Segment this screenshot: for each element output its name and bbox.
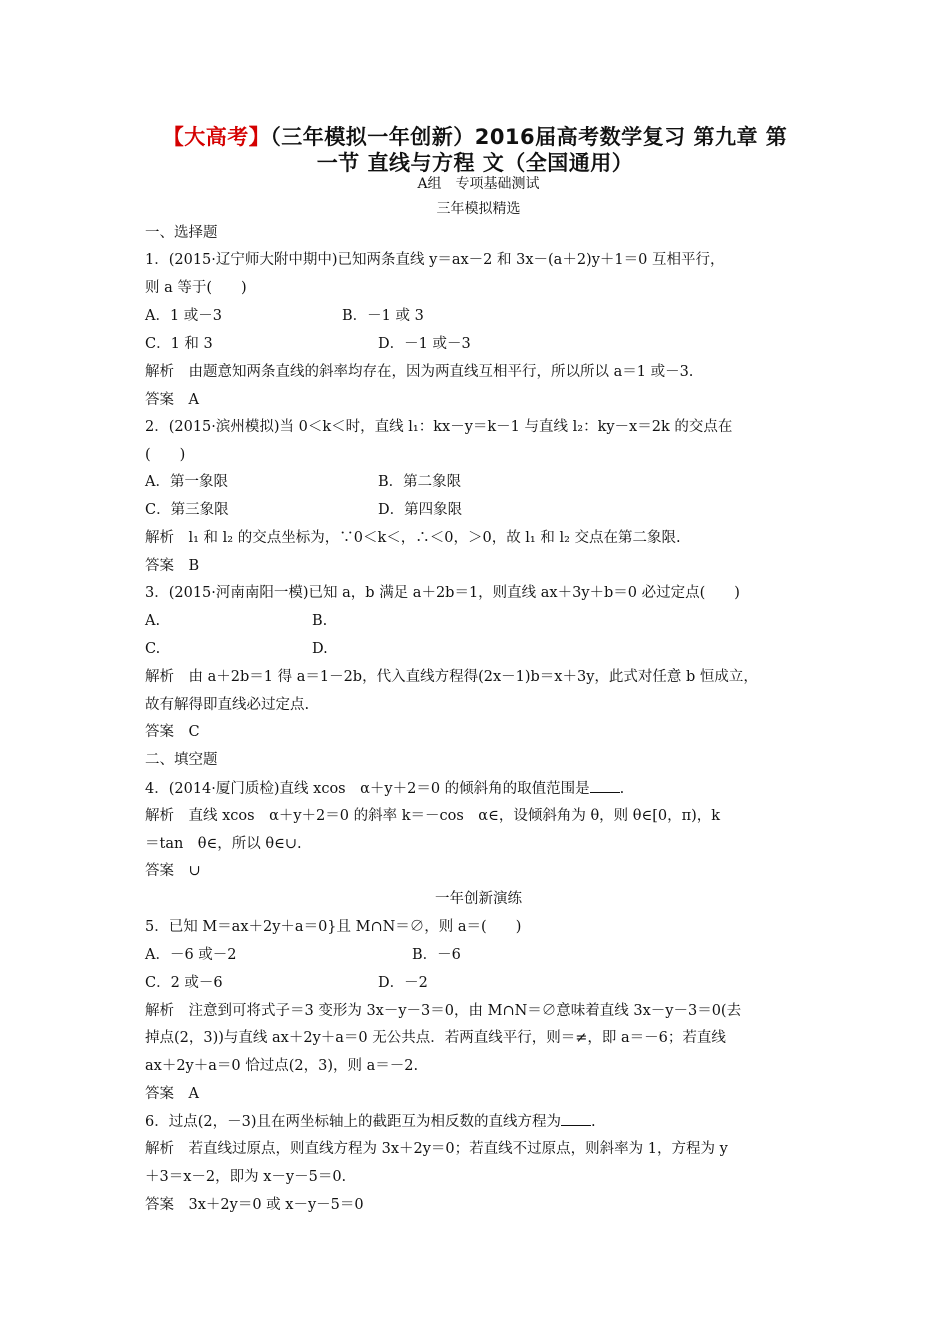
q2-option-c: C．第三象限	[145, 502, 229, 518]
section-heading-b: 一年创新演练	[435, 891, 522, 907]
q5-option-d: D．－2	[378, 975, 428, 991]
q2-answer: 答案 B	[145, 558, 200, 574]
q4-analysis-cont: ＝tan θ∈，所以 θ∈∪.	[145, 836, 302, 852]
q1-option-b: B．－1 或 3	[342, 308, 424, 324]
q2-option-a: A．第一象限	[145, 474, 228, 490]
q5-options-row-2	[145, 973, 812, 993]
question-6	[145, 1111, 812, 1132]
q4-text: 4．(2014·厦门质检)直线 xcos α＋y＋2＝0 的倾斜角的取值范围是	[145, 781, 590, 797]
part-heading-choice: 一、选择题	[145, 225, 218, 241]
q2-options-row-1	[145, 472, 812, 492]
q1-option-c: C．1 和 3	[145, 336, 213, 352]
q1-options-row-2	[145, 334, 812, 354]
q3-options-row-1	[145, 611, 812, 631]
q5-analysis-cont-2: ax＋2y＋a＝0 恰过点(2，3)，则 a＝－2.	[145, 1058, 419, 1074]
group-heading: A组 专项基础测试	[417, 176, 540, 192]
question-1: 1．(2015·辽宁师大附中期中)已知两条直线 y＝ax－2 和 3x－(a＋2)y＋1＝0 互相平行，	[145, 252, 725, 268]
q1-option-a: A．1 或－3	[145, 308, 223, 324]
question-2-cont: ( )	[145, 447, 186, 463]
section-heading-a: 三年模拟精选	[436, 201, 521, 217]
q6-analysis: 解析 若直线过原点，则直线方程为 3x＋2y＝0；若直线不过原点，则斜率为 1，方程为 y	[145, 1141, 728, 1157]
q2-option-d: D．第四象限	[378, 502, 463, 518]
q3-options-row-2	[145, 639, 812, 659]
q5-answer: 答案 A	[145, 1086, 199, 1102]
document-title-cont: 一节 直线与方程 文（全国通用）	[316, 151, 634, 175]
q2-analysis: 解析 l₁ 和 l₂ 的交点坐标为，∵0＜k＜，∴＜0，＞0，故 l₁ 和 l₂ 交点在第二象限.	[145, 530, 681, 546]
q3-option-c: C.	[145, 641, 161, 657]
q3-analysis-cont: 故有解得即直线必过定点.	[145, 697, 310, 713]
q2-option-b: B．第二象限	[378, 474, 462, 490]
question-3: 3．(2015·河南南阳一模)已知 a，b 满足 a＋2b＝1，则直线 ax＋3y＋b＝0 必过定点( )	[145, 585, 740, 601]
q1-analysis: 解析 由题意知两条直线的斜率均存在，因为两直线互相平行，所以所以 a＝1 或－3.	[145, 364, 694, 380]
q1-option-d: D．－1 或－3	[378, 336, 471, 352]
q5-analysis: 解析 注意到可将式子＝3 变形为 3x－y－3＝0，由 M∩N＝∅意味着直线 3x－y－3＝0(去	[145, 1003, 742, 1019]
q2-options-row-2	[145, 500, 812, 520]
q4-text-end: .	[619, 781, 625, 797]
q6-answer: 答案 3x＋2y＝0 或 x－y－5＝0	[145, 1197, 364, 1213]
q1-answer: 答案 A	[145, 392, 199, 408]
q5-analysis-cont-1: 掉点(2，3))与直线 ax＋2y＋a＝0 无公共点．若两直线平行，则＝≠，即 a＝－6；若直线	[145, 1030, 726, 1046]
question-1-cont: 则 a 等于( )	[145, 280, 247, 296]
q5-option-a: A．－6 或－2	[145, 947, 237, 963]
part-heading-fill: 二、填空题	[145, 752, 218, 768]
q4-answer-blank	[590, 778, 620, 793]
q4-answer: 答案 ∪	[145, 863, 201, 879]
q5-options-row-1	[145, 945, 812, 965]
q6-text: 6．过点(2，－3)且在两坐标轴上的截距互为相反数的直线方程为	[145, 1114, 561, 1130]
q6-text-end: .	[591, 1114, 596, 1130]
q3-option-d: D.	[312, 641, 328, 657]
q6-answer-blank	[561, 1111, 591, 1126]
q3-analysis: 解析 由 a＋2b＝1 得 a＝1－2b，代入直线方程得(2x－1)b＝x＋3y，此式对任意 b 恒成立，	[145, 669, 758, 685]
q3-answer: 答案 C	[145, 724, 200, 740]
q5-option-b: B．－6	[412, 947, 461, 963]
document-title	[140, 124, 810, 150]
q4-analysis: 解析 直线 xcos α＋y＋2＝0 的斜率 k＝－cos α∈，设倾斜角为 θ，则 θ∈[0，π)，k	[145, 808, 721, 824]
title-tag: 【大高考】	[162, 125, 271, 149]
title-line-1: （三年模拟一年创新）2016届高考数学复习 第九章 第	[270, 125, 788, 149]
q6-analysis-cont: ＋3＝x－2，即为 x－y－5＝0.	[145, 1169, 347, 1185]
question-5: 5．已知 M＝ax＋2y＋a＝0}且 M∩N＝∅，则 a＝( )	[145, 919, 522, 935]
q1-options-row-1	[145, 306, 812, 326]
q3-option-a: A.	[145, 613, 161, 629]
question-4	[145, 778, 812, 799]
q5-option-c: C．2 或－6	[145, 975, 223, 991]
question-2: 2．(2015·滨州模拟)当 0＜k＜时，直线 l₁：kx－y＝k－1 与直线 l₂：ky－x＝2k 的交点在	[145, 419, 733, 435]
q3-option-b: B.	[312, 613, 328, 629]
